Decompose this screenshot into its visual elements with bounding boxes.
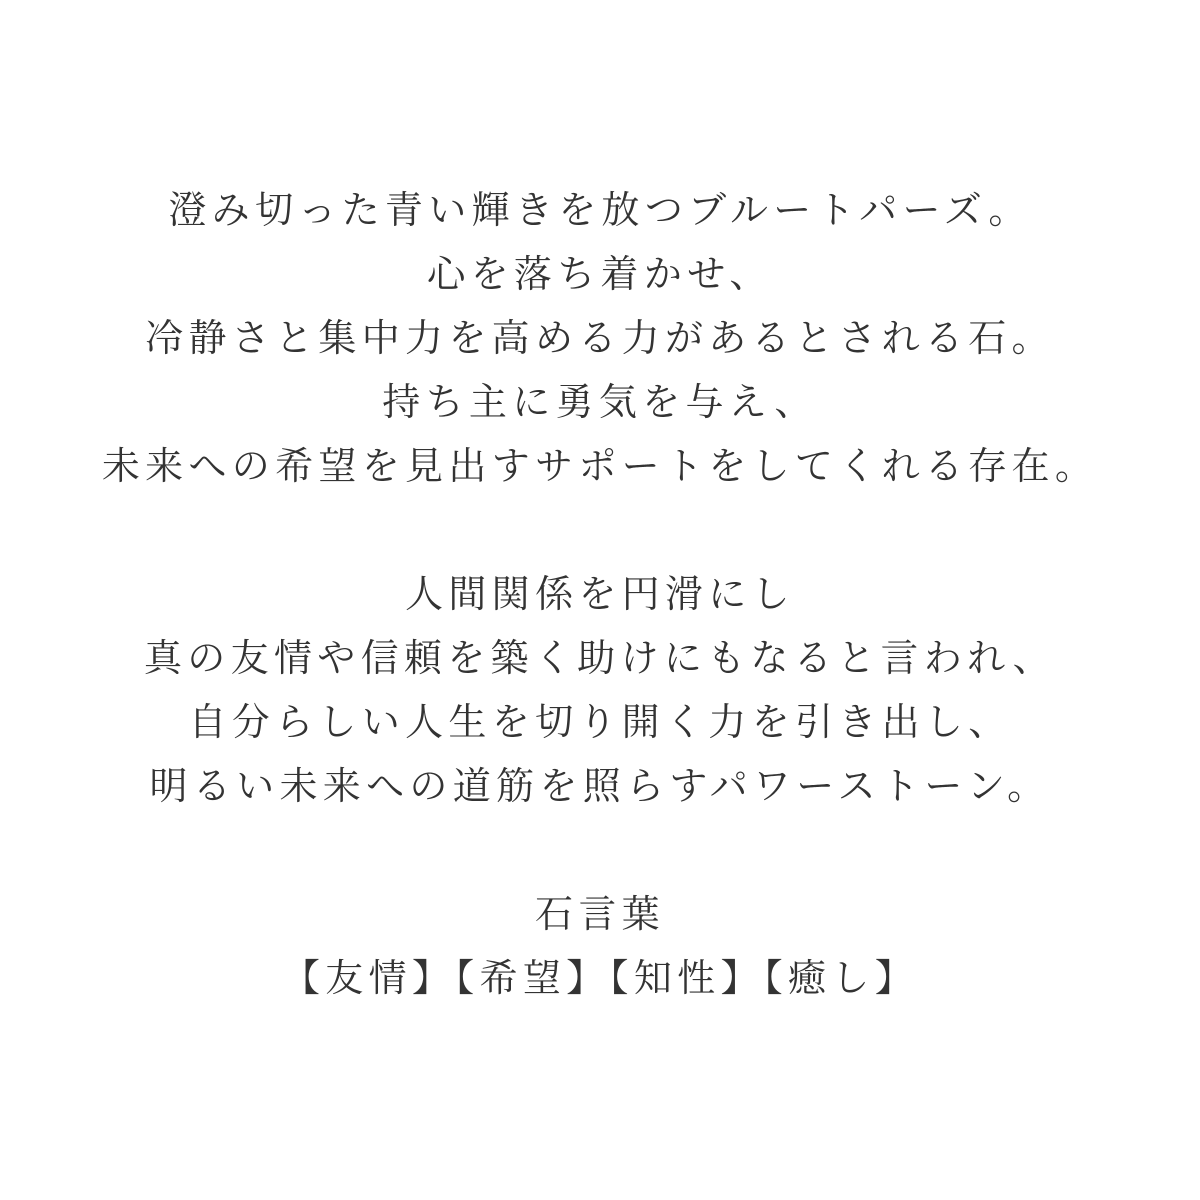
description-line: 真の友情や信頼を築く助けにもなると言われ、 — [143, 638, 1056, 680]
description-line: 人間関係を円滑にし — [405, 574, 795, 616]
stone-words-list: 【友情】【希望】【知性】【癒し】 — [281, 958, 919, 1000]
description-line: 未来への希望を見出すサポートをしてくれる存在。 — [101, 446, 1099, 488]
description-line: 持ち主に勇気を与え、 — [382, 382, 818, 424]
description-paragraph-1 — [0, 179, 1200, 499]
description-line: 自分らしい人生を切り開く力を引き出し、 — [188, 702, 1012, 744]
description-line: 明るい未来への道筋を照らすパワーストーン。 — [149, 766, 1051, 808]
description-line: 心を落ち着かせ、 — [427, 254, 773, 296]
stone-words-heading: 石言葉 — [535, 894, 665, 936]
description-line: 澄み切った青い輝きを放つブルートパーズ。 — [168, 190, 1032, 232]
description-text-block — [0, 179, 1200, 1011]
description-line: 冷静さと集中力を高める力があるとされる石。 — [145, 318, 1055, 360]
description-paragraph-2 — [0, 563, 1200, 819]
stone-words-section — [0, 883, 1200, 1011]
